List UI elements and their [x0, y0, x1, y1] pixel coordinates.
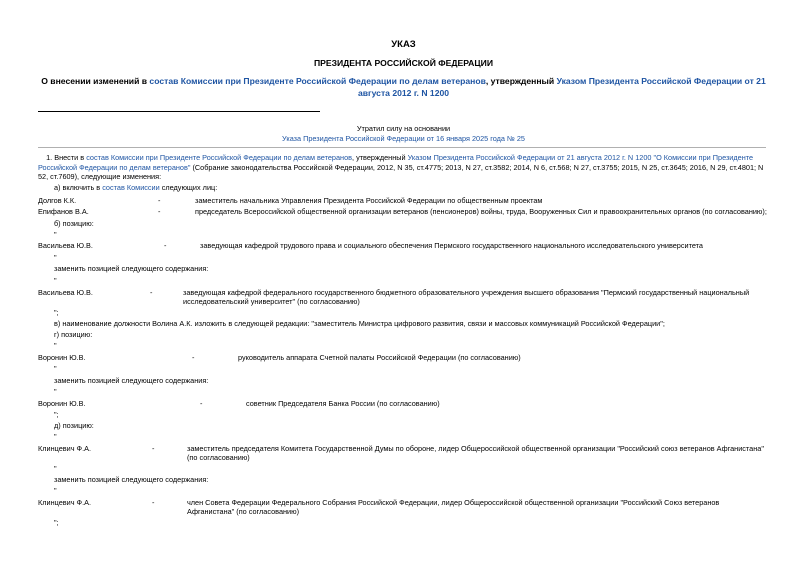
heading-mid: , утвержденный [485, 76, 557, 86]
heading-link-commission[interactable]: состав Комиссии при Президенте Российской Федерации по делам ветеранов [149, 76, 486, 86]
dash: - [150, 288, 153, 297]
member-name: Воронин Ю.В. [38, 353, 86, 362]
quote-mark: " [54, 341, 57, 350]
item-b: б) позицию: [54, 219, 94, 228]
divider [38, 111, 320, 112]
quote-mark: " [54, 253, 57, 262]
para1-prefix: 1. Внести в [46, 153, 87, 162]
dash: - [158, 196, 161, 205]
member-position: председатель Всероссийской общественной организации ветеранов (пенсионеров) войны, труда, Вооруженных Сил и правоохранительных органов (по согласованию); [195, 207, 767, 216]
paragraph-1 [38, 153, 768, 182]
replace-note: заменить позицией следующего содержания: [54, 264, 209, 273]
replace-note: заменить позицией следующего содержания: [54, 475, 209, 484]
member-name: Долгов К.К. [38, 196, 77, 205]
member-name: Васильева Ю.В. [38, 241, 93, 250]
item-a-link[interactable]: состав Комиссии [102, 183, 160, 192]
para1-suffix: (Собрание законодательства Российской Федерации, 2012, N 35, ст.4775; 2013, N 27, ст.3582; 2014, N 6, ст.568; N 27, ст.3755; 2015, N 25, ст.3645; 2016, N 29, ст.4801; N 52, ст.7609), следующие изменения: [38, 162, 764, 181]
item-v: в) наименование должности Волина А.К. изложить в следующей редакции: "заместитель Министра цифрового развития, связи и массовых коммуникаций Российской Федерации"; [54, 319, 665, 328]
member-name: Клинцевич Ф.А. [38, 444, 92, 453]
member-position: советник Председателя Банка России (по согласованию) [246, 399, 440, 408]
member-position: член Совета Федерации Федерального Собрания Российской Федерации, лидер Общероссийской общественной организации "Российский Союз ветеранов Афганистана" (по согласованию) [187, 498, 720, 516]
divider-light [38, 147, 766, 148]
member-name: Епифанов В.А. [38, 207, 89, 216]
item-a-suffix: следующих лиц: [159, 183, 218, 192]
member-position: заместитель начальника Управления Президента Российской Федерации по общественным проектам [195, 196, 543, 205]
dash: - [164, 241, 167, 250]
document-type: УКАЗ [391, 39, 416, 50]
para1-mid: , утвержденный [352, 153, 408, 162]
quote-end: "; [54, 308, 59, 317]
item-a-prefix: а) включить в [54, 183, 103, 192]
quote-mark: " [54, 364, 57, 373]
dash: - [152, 444, 155, 453]
lost-force-note: Утратил силу на основании [356, 124, 451, 133]
item-d: д) позицию: [54, 421, 94, 430]
quote-mark: " [54, 230, 57, 239]
member-name: Васильева Ю.В. [38, 288, 93, 297]
member-position: руководитель аппарата Счетной палаты Российской Федерации (по согласованию) [238, 353, 521, 362]
lost-force-basis-link[interactable]: Указа Президента Российской Федерации от 16 января 2025 года № 25 [282, 134, 525, 143]
dash: - [200, 399, 203, 408]
heading-link-decree[interactable]: Указом Президента Российской Федерации от 21 августа 2012 г. N 1200 [357, 76, 766, 98]
dash: - [158, 207, 161, 216]
dash: - [152, 498, 155, 507]
quote-mark: " [54, 464, 57, 473]
quote-mark: " [54, 486, 57, 495]
item-a [54, 183, 217, 192]
member-position: заместитель председателя Комитета Государственной Думы по обороне, лидер Общероссийской общественной организации "Российский союз ветеранов Афганистана" (по согласованию) [187, 444, 764, 462]
member-name: Воронин Ю.В. [38, 399, 86, 408]
member-position: заведующая кафедрой трудового права и социального обеспечения Пермского государственного национального исследовательского университета [200, 241, 703, 250]
member-position: заведующая кафедрой федерального государственного бюджетного образовательного учреждения высшего образования "Пермский государственный национальный исследовательский университет" (по согласованию) [183, 288, 750, 306]
quote-mark: " [54, 432, 57, 441]
dash: - [192, 353, 195, 362]
quote-end: "; [54, 410, 59, 419]
quote-end: "; [54, 518, 59, 527]
quote-mark: " [54, 276, 57, 285]
item-g: г) позицию: [54, 330, 93, 339]
issuer: ПРЕЗИДЕНТА РОССИЙСКОЙ ФЕДЕРАЦИИ [313, 58, 494, 68]
document-heading [30, 75, 777, 99]
heading-prefix: О внесении изменений в [41, 76, 150, 86]
replace-note: заменить позицией следующего содержания: [54, 376, 209, 385]
para1-link-commission[interactable]: состав Комиссии при Президенте Российской Федерации по делам ветеранов [86, 153, 353, 162]
quote-mark: " [54, 387, 57, 396]
para1-link-decree[interactable]: Указом Президента Российской Федерации от 21 августа 2012 г. N 1200 "О Комиссии при Президенте Российской Федерации по делам ветеранов" [38, 153, 754, 172]
member-name: Клинцевич Ф.А. [38, 498, 92, 507]
